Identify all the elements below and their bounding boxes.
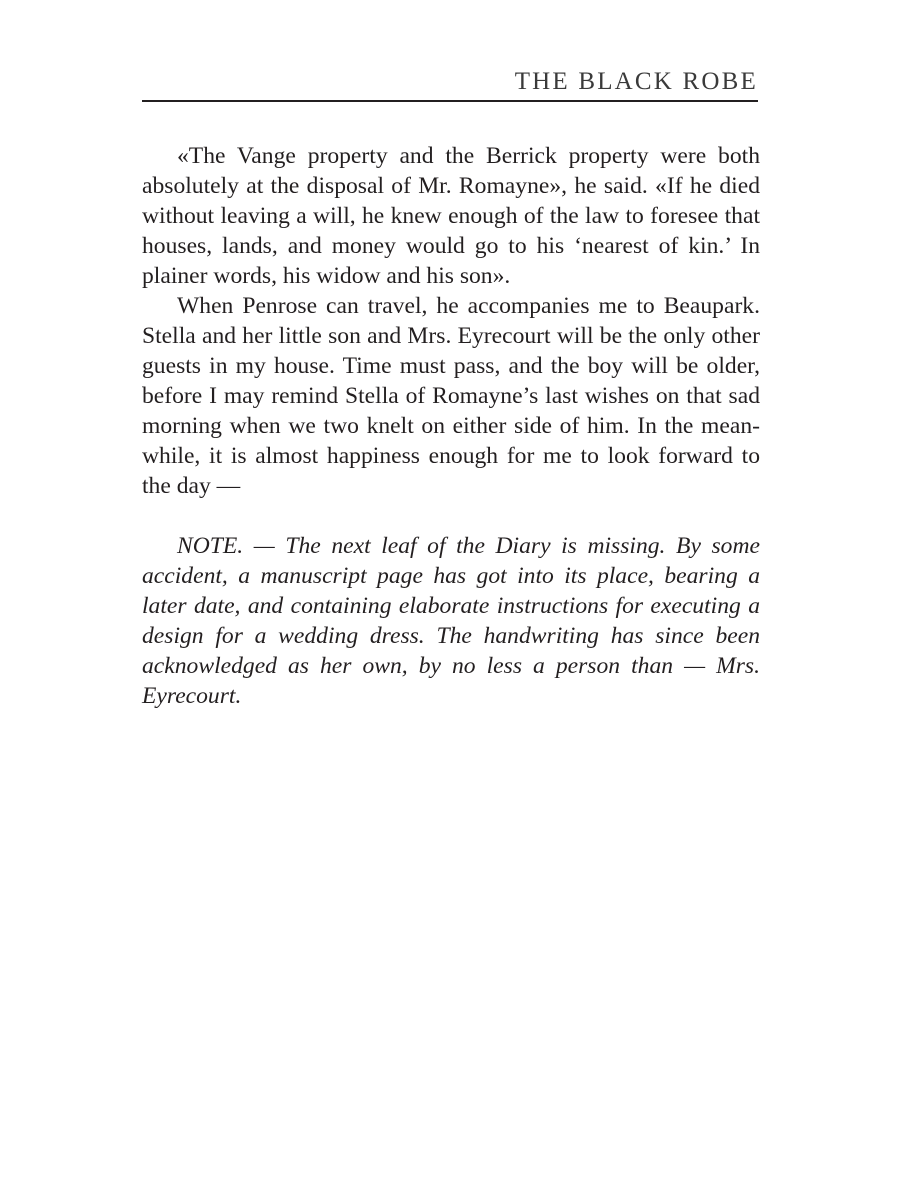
header-rule <box>142 100 758 102</box>
body-text <box>142 141 760 711</box>
paragraph-2: When Penrose can travel, he accompanies me to Beaupark. Stella and her little son and Mrs. Eyrecourt will be the only other guests in my house. Time must pass, and the boy will be older, before I may remind Stella of Romayne’s last wishes on that sad morning when we two knelt on either side of him. In the meanwhile, it is almost happiness enough for me to look forward to the day — <box>142 293 760 499</box>
running-head-title: THE BLACK ROBE <box>514 68 758 95</box>
paragraph-1: «The Vange property and the Berrick property were both absolutely at the disposal of Mr. Romayne», he said. «If he died without leaving a will, he knew enough of the law to foresee that houses, lands, and money would go to his ‘nearest of kin.’ In plainer words, his widow and his son». <box>142 143 760 289</box>
editor-note: NOTE. — The next leaf of the Diary is missing. By some accident, a manuscript page has got into its place, bearing a later date, and containing elaborate instructions for executing a design for a wedding dress. The handwriting has since been acknowledged as her own, by no less a person than — Mrs. Eyrecourt. <box>142 533 760 709</box>
